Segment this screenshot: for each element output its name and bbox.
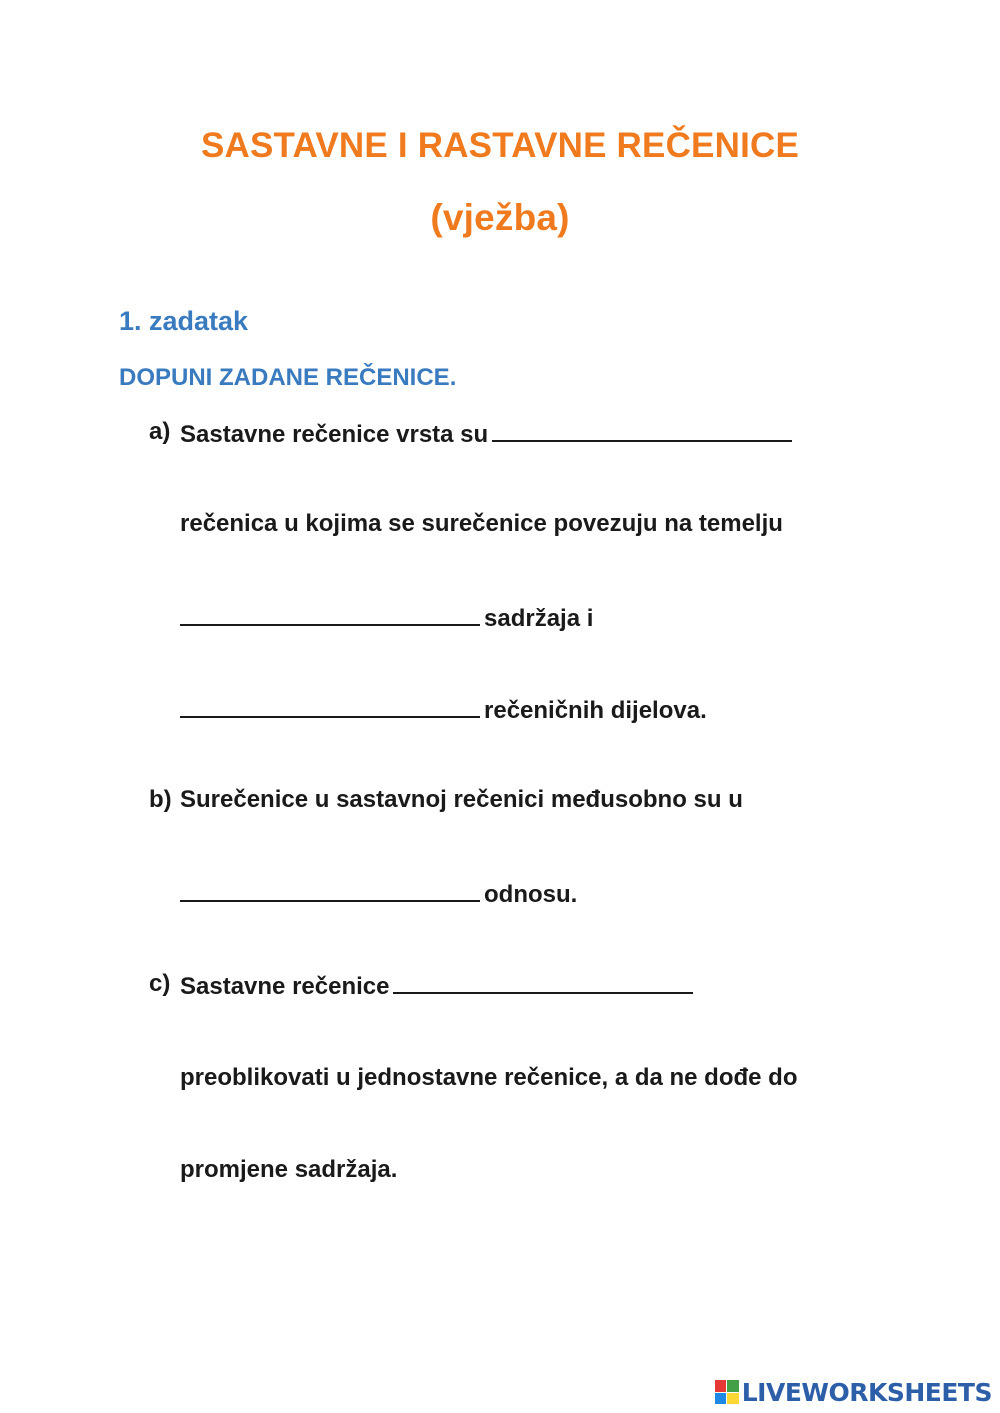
liveworksheets-logo	[715, 1377, 992, 1407]
item-c-line2: preoblikovati u jednostavne rečenice, a da ne dođe do	[180, 1064, 798, 1091]
item-c-marker: c)	[149, 970, 171, 997]
item-a-text3: sadržaja i	[484, 605, 594, 632]
liveworksheets-logo-icon	[715, 1380, 739, 1404]
answer-blank-b1[interactable]	[180, 878, 480, 902]
answer-blank-a2[interactable]	[180, 602, 480, 626]
item-a-line2: rečenica u kojima se surečenice povezuju na temelju	[180, 510, 783, 537]
task-instruction: DOPUNI ZADANE REČENICE.	[119, 364, 457, 391]
item-c-line3: promjene sadržaja.	[180, 1156, 398, 1183]
item-c-line1	[180, 970, 697, 1001]
item-a-line4	[180, 694, 707, 725]
answer-blank-a1[interactable]	[492, 418, 792, 442]
worksheet-subtitle: (vježba)	[430, 197, 570, 238]
answer-blank-c1[interactable]	[393, 970, 693, 994]
logo-square-blue	[715, 1393, 727, 1405]
item-b-marker: b)	[149, 786, 172, 813]
logo-square-green	[727, 1380, 739, 1392]
task-number: 1. zadatak	[119, 306, 249, 336]
liveworksheets-logo-text: LIVEWORKSHEETS	[741, 1377, 992, 1407]
item-a-text1: Sastavne rečenice vrsta su	[180, 421, 489, 448]
item-b-line1: Surečenice u sastavnoj rečenici međusobno su u	[180, 786, 743, 813]
answer-blank-a3[interactable]	[180, 694, 480, 718]
worksheet-title: SASTAVNE I RASTAVNE REČENICE	[200, 126, 800, 165]
logo-square-red	[715, 1380, 727, 1392]
logo-square-yellow	[727, 1393, 739, 1405]
item-a-line3	[180, 602, 593, 633]
item-a-text4: rečeničnih dijelova.	[484, 697, 707, 724]
item-b-text2: odnosu.	[484, 881, 578, 908]
item-b-line2	[180, 878, 577, 909]
item-c-text1: Sastavne rečenice	[180, 973, 390, 1000]
item-a-line1	[180, 418, 796, 449]
item-a-marker: a)	[149, 418, 171, 445]
